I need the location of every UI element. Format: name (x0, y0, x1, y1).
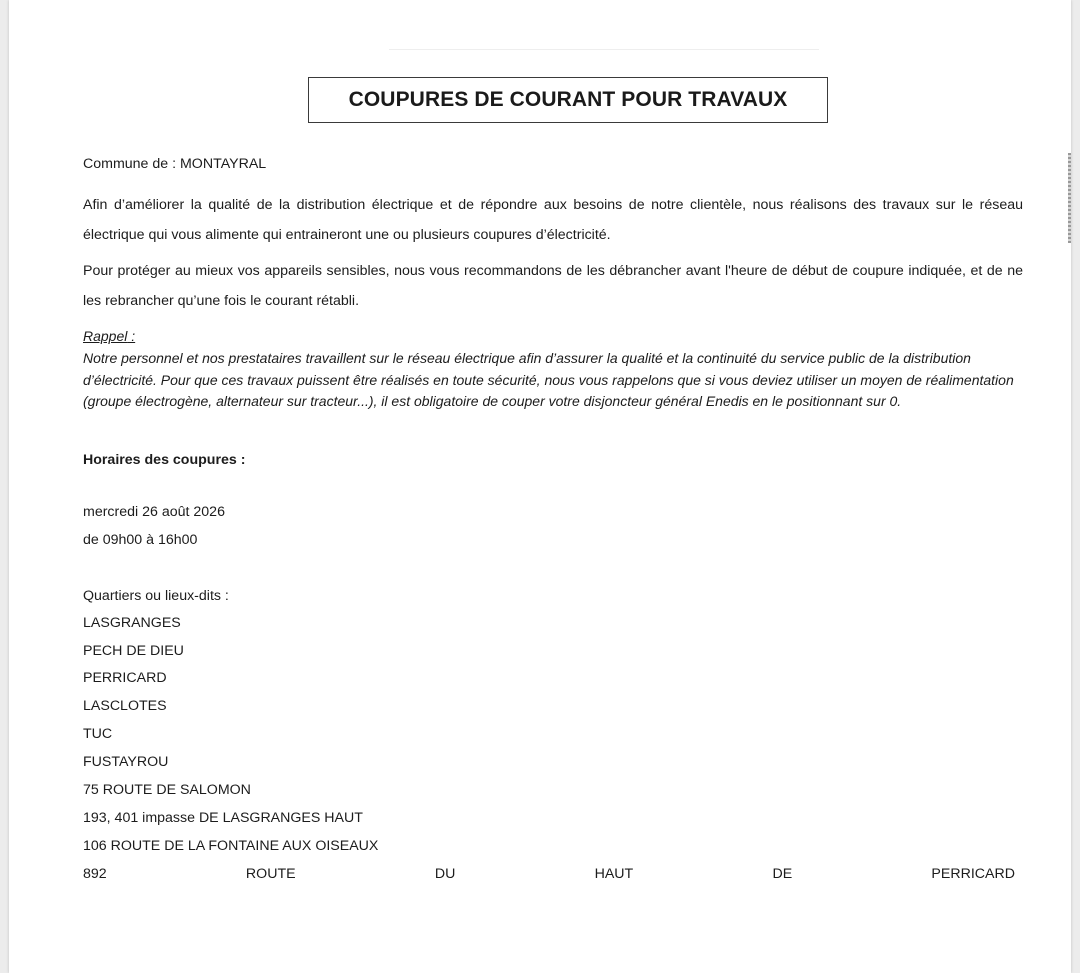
list-item: LASGRANGES (83, 615, 181, 631)
scan-artifact-line (389, 49, 819, 50)
outage-date: mercredi 26 août 2026 (83, 504, 225, 520)
advice-paragraph: Pour protéger au mieux vos appareils sensibles, nous vous recommandons de les débrancher avant l'heure de début de coupure indiquée, et de ne les rebrancher qu’une fois le courant rétabli. (83, 263, 1023, 309)
address-word: DE (772, 866, 793, 882)
list-item: FUSTAYROU (83, 754, 169, 770)
address-word: DU (434, 866, 456, 882)
address-word: PERRICARD (931, 866, 1015, 882)
document-title: COUPURES DE COURANT POUR TRAVAUX (348, 88, 788, 111)
commune-line: Commune de : MONTAYRAL (83, 156, 267, 172)
justified-address-line (83, 864, 1015, 884)
rappel-colon: : (127, 328, 136, 344)
address-word: ROUTE (245, 866, 296, 882)
list-item: 193, 401 impasse DE LASGRANGES HAUT (83, 810, 363, 826)
rappel-body: Notre personnel et nos prestataires travaillent sur le réseau électrique afin d’assurer la qualité et la continuité du service public de la distribution d’électricité. Pour que ces travaux puissent être réalisés en toute sécurité, nous vous rappelons que si vous deviez utiliser un moyen de réalimentation (groupe électrogène, alternateur sur tracteur...), il est obligatoire de couper votre disjoncteur général Enedis en le positionnant sur 0. (83, 350, 1014, 409)
quartiers-heading: Quartiers ou lieux-dits : (83, 588, 229, 604)
address-word: HAUT (594, 866, 634, 882)
list-item: PERRICARD (83, 670, 167, 686)
horaires-heading: Horaires des coupures : (83, 452, 246, 468)
document-page (9, 0, 1071, 973)
list-item: TUC (83, 726, 113, 742)
list-item: LASCLOTES (83, 698, 167, 714)
rappel-label: Rappel (83, 328, 128, 344)
scan-edge-artifact (1068, 153, 1071, 243)
list-item: PECH DE DIEU (83, 643, 184, 659)
intro-paragraph: Afin d’améliorer la qualité de la distribution électrique et de répondre aux besoins de notre clientèle, nous réalisons des travaux sur le réseau électrique qui vous alimente qui entraineront une ou plusieurs coupures d’électricité. (83, 197, 1023, 243)
address-word: 892 (83, 866, 107, 882)
list-item: 106 ROUTE DE LA FONTAINE AUX OISEAUX (83, 838, 379, 854)
rappel-heading (83, 328, 135, 344)
list-item: 75 ROUTE DE SALOMON (83, 782, 251, 798)
outage-time: de 09h00 à 16h00 (83, 532, 198, 548)
title-box (308, 77, 828, 123)
